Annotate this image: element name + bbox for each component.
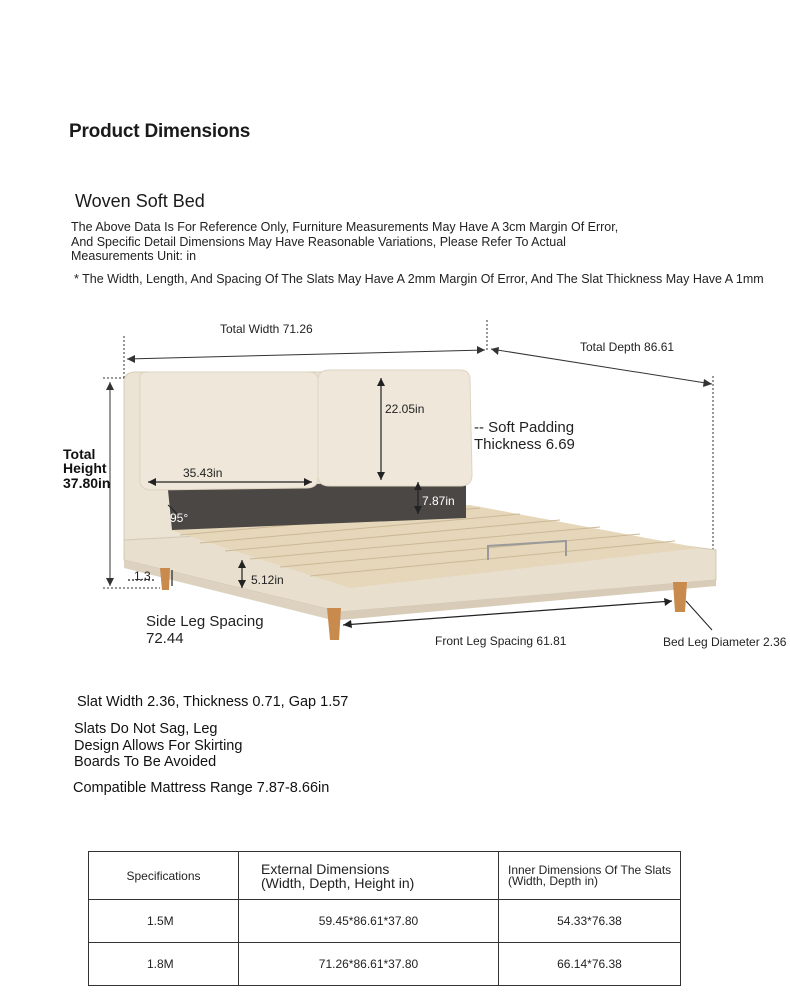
specifications-table	[88, 851, 681, 986]
external-cell: 59.45*86.61*37.80	[239, 900, 499, 943]
cushion-width-label: 35.43in	[183, 466, 223, 480]
header-spec-label: Specifications	[126, 868, 201, 883]
inner-cell: 54.33*76.38	[499, 900, 681, 943]
slat-sag-line-1: Slats Do Not Sag, Leg	[74, 721, 218, 737]
header-inner	[499, 852, 681, 900]
right-cushion	[318, 370, 472, 486]
total-height-label-1: Total	[63, 446, 96, 462]
arrow-head	[477, 346, 485, 354]
total-height-label-3: 37.80in	[63, 475, 111, 491]
cushion-height-label: 22.05in	[385, 402, 425, 416]
soft-padding-label-1: -- Soft Padding	[474, 419, 575, 436]
size-cell: 1.8M	[89, 943, 239, 986]
arrow-head	[106, 382, 114, 390]
arrow-head	[703, 379, 712, 387]
slat-tolerance-note: * The Width, Length, And Spacing Of The Slats May Have A 2mm Margin Of Error, And The Slat Thickness May Have A 1mm	[74, 272, 764, 286]
bed-leg-front-right	[673, 582, 687, 612]
leg-diameter-pointer	[686, 601, 712, 630]
size-cell: 1.5M	[89, 900, 239, 943]
product-name: Woven Soft Bed	[75, 191, 205, 211]
mattress-range: Compatible Mattress Range 7.87-8.66in	[73, 780, 330, 796]
bed-illustration	[0, 300, 790, 660]
clearance-label: 5.12in	[251, 573, 284, 587]
bed-leg-front-left	[327, 608, 341, 640]
slat-spec: Slat Width 2.36, Thickness 0.71, Gap 1.57	[77, 694, 349, 710]
arrow-head	[106, 578, 114, 586]
table-row	[89, 900, 681, 943]
arrow-head	[127, 355, 135, 363]
header-inner-line-1: Inner Dimensions Of The Slats	[508, 862, 672, 877]
side-leg-label-1: Side Leg Spacing	[146, 613, 264, 630]
external-cell: 71.26*86.61*37.80	[239, 943, 499, 986]
leg-diameter-label: Bed Leg Diameter 2.36	[663, 635, 787, 649]
total-depth-label: Total Depth 86.61	[580, 340, 675, 354]
table-header-row	[89, 852, 681, 900]
soft-padding-label-2: Thickness 6.69	[474, 436, 575, 453]
side-leg-label-2: 72.44	[146, 630, 184, 647]
front-leg-label: Front Leg Spacing 61.81	[435, 634, 567, 648]
bed-leg-back	[160, 568, 170, 590]
page-title: Product Dimensions	[69, 121, 251, 142]
header-specifications	[89, 852, 239, 900]
header-external-line-1: External Dimensions	[261, 860, 390, 877]
total-height-label-2: Height	[63, 460, 107, 476]
panel-height-label: 7.87in	[422, 494, 455, 508]
left-cushion	[140, 372, 319, 490]
inner-cell: 66.14*76.38	[499, 943, 681, 986]
header-inner-line-2: (Width, Depth in)	[508, 873, 599, 888]
table-row	[89, 943, 681, 986]
arrow-head	[491, 347, 499, 355]
header-external-line-2: (Width, Depth, Height in)	[261, 874, 415, 891]
slat-sag-line-3: Boards To Be Avoided	[74, 754, 217, 770]
angle-label: 95°	[170, 511, 189, 525]
leg-height-label: 1.3	[134, 569, 151, 583]
total-width-label: Total Width 71.26	[220, 322, 313, 336]
header-external	[239, 852, 499, 900]
slat-sag-line-2: Design Allows For Skirting	[74, 738, 243, 754]
total-width-line	[127, 350, 485, 359]
reference-note: The Above Data Is For Reference Only, Furniture Measurements May Have A 3cm Margin Of Error, And Specific Detail Dimensions May Have Reasonable Variations, Please Refer To Actual Measurements Unit: in	[71, 220, 619, 263]
total-depth-line	[491, 349, 712, 384]
